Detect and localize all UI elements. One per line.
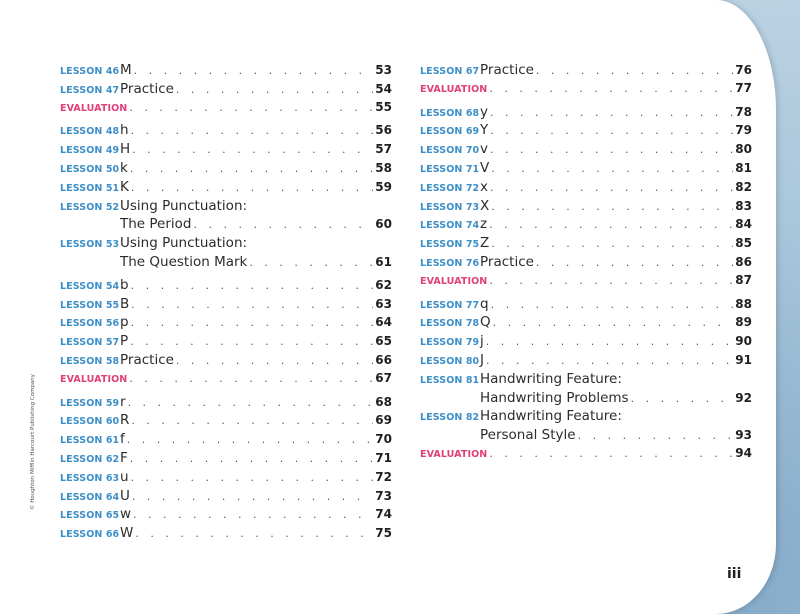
toc-entry <box>60 450 392 469</box>
lesson-label: LESSON 69 <box>420 126 480 138</box>
leader-dots <box>489 218 733 231</box>
toc-entry <box>60 122 392 141</box>
page-number: 72 <box>375 469 392 484</box>
lesson-title: U <box>120 487 130 504</box>
page-number: 61 <box>375 254 392 269</box>
toc-entry-continuation <box>420 390 752 409</box>
lesson-label: LESSON 68 <box>420 107 480 119</box>
lesson-label: LESSON 46 <box>60 66 120 77</box>
lesson-title: Practice <box>120 351 174 368</box>
toc-entry <box>420 333 752 352</box>
page-number: 68 <box>375 394 392 409</box>
leader-dots <box>130 162 373 175</box>
toc-entry <box>420 371 752 390</box>
lesson-label: LESSON 64 <box>60 491 120 503</box>
leader-dots <box>132 490 373 503</box>
page-number: 87 <box>735 272 752 287</box>
leader-dots <box>131 279 374 292</box>
leader-dots <box>631 392 734 405</box>
lesson-title: Using Punctuation: <box>120 235 248 252</box>
lesson-title: Practice <box>120 80 174 97</box>
lesson-label: LESSON 82 <box>420 412 480 424</box>
evaluation-label: EVALUATION <box>420 275 488 287</box>
toc-entry <box>420 314 752 333</box>
lesson-label: LESSON 61 <box>60 435 120 447</box>
toc-entry <box>60 488 392 507</box>
lesson-title: k <box>120 159 128 176</box>
lesson-title: y <box>480 103 488 120</box>
lesson-title: f <box>120 431 125 448</box>
leader-dots <box>194 218 374 231</box>
lesson-title: Handwriting Feature: <box>480 408 622 425</box>
leader-dots <box>490 124 733 137</box>
toc-entry <box>60 525 392 544</box>
leader-dots <box>131 316 374 329</box>
lesson-title: P <box>120 333 129 350</box>
leader-dots <box>536 256 733 269</box>
toc-entry <box>60 141 392 160</box>
lesson-label: LESSON 50 <box>60 163 120 175</box>
lesson-title-continued: The Period <box>120 216 192 233</box>
page-number: 73 <box>375 488 392 503</box>
toc-evaluation <box>60 100 392 119</box>
page-number: 55 <box>375 99 392 114</box>
toc-entry <box>420 408 752 427</box>
page-number: 76 <box>735 63 752 77</box>
leader-dots <box>249 256 373 269</box>
lesson-label: LESSON 79 <box>420 337 480 349</box>
leader-dots <box>486 335 734 348</box>
leader-dots <box>489 447 733 460</box>
leader-dots <box>176 83 373 96</box>
lesson-title: B <box>120 295 130 312</box>
page-number: 74 <box>375 507 392 522</box>
page-number: 57 <box>375 142 392 157</box>
toc-entry <box>420 216 752 235</box>
page-number: 65 <box>375 334 392 349</box>
page-number: 66 <box>375 352 392 367</box>
lesson-label: LESSON 72 <box>420 182 480 194</box>
toc-evaluation <box>420 81 752 100</box>
lesson-title: F <box>120 449 128 466</box>
lesson-title: Practice <box>480 253 534 270</box>
lesson-title: z <box>480 216 488 233</box>
copyright-notice: © Houghton Mifflin Harcourt Publishing Company <box>30 373 36 510</box>
lesson-label: LESSON 74 <box>420 220 480 232</box>
toc-entry <box>420 104 752 123</box>
lesson-title: Q <box>480 314 491 331</box>
lesson-title: b <box>120 276 129 293</box>
toc-evaluation <box>60 371 392 390</box>
toc-entry <box>60 412 392 431</box>
lesson-title: u <box>120 468 129 485</box>
lesson-label: LESSON 63 <box>60 472 120 484</box>
lesson-title: Y <box>480 122 489 139</box>
toc-evaluation <box>420 446 752 465</box>
toc-entry <box>60 431 392 450</box>
leader-dots <box>491 237 733 250</box>
lesson-title: V <box>480 159 490 176</box>
page-number: 53 <box>375 63 392 77</box>
lesson-label: LESSON 47 <box>60 84 120 96</box>
toc-entry <box>420 254 752 273</box>
page-number: 83 <box>735 198 752 213</box>
page-number: 56 <box>375 123 392 138</box>
lesson-label: LESSON 81 <box>420 374 480 386</box>
leader-dots <box>491 162 733 175</box>
toc-entry <box>420 62 752 81</box>
lesson-label: LESSON 56 <box>60 318 120 330</box>
leader-dots <box>130 452 374 465</box>
toc-entry <box>60 296 392 315</box>
lesson-label: LESSON 65 <box>60 510 120 522</box>
page-number: 71 <box>375 450 392 465</box>
toc-entry <box>60 352 392 371</box>
lesson-title: J <box>480 351 484 368</box>
page-number: 75 <box>375 526 392 541</box>
lesson-label: LESSON 52 <box>60 201 120 213</box>
leader-dots <box>176 354 373 367</box>
lesson-title: Using Punctuation: <box>120 197 248 214</box>
lesson-label: LESSON 55 <box>60 299 120 311</box>
toc-entry <box>60 81 392 100</box>
page-number: 88 <box>735 296 752 311</box>
leader-dots <box>493 316 734 329</box>
lesson-title: M <box>120 62 132 78</box>
lesson-label: LESSON 62 <box>60 453 120 465</box>
toc-entry <box>420 141 752 160</box>
leader-dots <box>127 433 374 446</box>
lesson-title: R <box>120 412 130 429</box>
lesson-label: LESSON 54 <box>60 280 120 292</box>
lesson-title: q <box>480 295 489 312</box>
lesson-title-continued: The Question Mark <box>120 253 248 270</box>
toc-entry <box>60 394 392 413</box>
leader-dots <box>486 354 733 367</box>
page-number: 67 <box>375 370 392 385</box>
page-number: 70 <box>375 432 392 447</box>
toc-entry <box>420 235 752 254</box>
lesson-label: LESSON 59 <box>60 397 120 409</box>
leader-dots <box>131 471 374 484</box>
leader-dots <box>536 64 733 77</box>
toc-column-right <box>420 62 752 465</box>
leader-dots <box>578 429 734 442</box>
lesson-label: LESSON 48 <box>60 126 120 138</box>
lesson-title: h <box>120 122 129 139</box>
lesson-title: j <box>480 333 484 350</box>
leader-dots <box>131 414 373 427</box>
leader-dots <box>490 181 733 194</box>
leader-dots <box>135 527 373 540</box>
lesson-title: x <box>480 178 488 195</box>
leader-dots <box>491 200 733 213</box>
toc-entry <box>60 314 392 333</box>
toc-entry-continuation <box>60 216 392 235</box>
lesson-label: LESSON 73 <box>420 201 480 213</box>
lesson-title: Handwriting Feature: <box>480 370 622 387</box>
page-number: 84 <box>735 217 752 232</box>
lesson-title: r <box>120 393 126 410</box>
page-number: 92 <box>735 390 752 405</box>
lesson-title: X <box>480 197 490 214</box>
page-number: 79 <box>735 123 752 138</box>
leader-dots <box>130 335 373 348</box>
page-number: 59 <box>375 179 392 194</box>
page-number: 81 <box>735 160 752 175</box>
toc-entry <box>420 296 752 315</box>
page-number: 89 <box>735 315 752 330</box>
page-number: 54 <box>375 81 392 96</box>
page-number: 91 <box>735 352 752 367</box>
lesson-label: LESSON 71 <box>420 163 480 175</box>
page-number: 90 <box>735 334 752 349</box>
lesson-title: W <box>120 525 134 542</box>
leader-dots <box>131 181 373 194</box>
lesson-label: LESSON 57 <box>60 337 120 349</box>
toc-entry-continuation <box>60 254 392 273</box>
lesson-label: LESSON 67 <box>420 66 480 77</box>
lesson-label: LESSON 58 <box>60 355 120 367</box>
leader-dots <box>131 298 373 311</box>
page-number: 60 <box>375 217 392 232</box>
leader-dots <box>490 143 733 156</box>
leader-dots <box>491 298 734 311</box>
lesson-label: LESSON 77 <box>420 299 480 311</box>
leader-dots <box>490 106 733 119</box>
page-number: 64 <box>375 315 392 330</box>
lesson-title: Z <box>480 235 490 252</box>
leader-dots <box>132 143 373 156</box>
toc-entry <box>420 122 752 141</box>
toc-evaluation <box>420 273 752 292</box>
lesson-label: LESSON 66 <box>60 529 120 541</box>
lesson-label: LESSON 76 <box>420 257 480 269</box>
page-number: 80 <box>735 142 752 157</box>
toc-entry <box>420 179 752 198</box>
lesson-label: LESSON 51 <box>60 182 120 194</box>
page-number: 63 <box>375 296 392 311</box>
lesson-title: H <box>120 141 131 158</box>
page-number: 93 <box>735 428 752 443</box>
page-number: 78 <box>735 104 752 119</box>
page-number: 69 <box>375 413 392 428</box>
toc-entry <box>60 160 392 179</box>
page-number: 82 <box>735 179 752 194</box>
toc-entry <box>420 160 752 179</box>
evaluation-label: EVALUATION <box>420 448 488 460</box>
toc-entry <box>60 277 392 296</box>
lesson-label: LESSON 70 <box>420 145 480 157</box>
toc-entry <box>60 179 392 198</box>
toc-entry <box>60 198 392 217</box>
lesson-label: LESSON 80 <box>420 355 480 367</box>
toc-entry <box>60 62 392 81</box>
lesson-title: v <box>480 141 488 158</box>
evaluation-label: EVALUATION <box>60 102 128 114</box>
toc-column-left <box>60 62 392 544</box>
lesson-title: w <box>120 506 132 523</box>
page-number: 86 <box>735 254 752 269</box>
lesson-title: p <box>120 314 129 331</box>
toc-entry <box>60 333 392 352</box>
lesson-label: LESSON 75 <box>420 239 480 251</box>
leader-dots <box>131 124 374 137</box>
lesson-label: LESSON 60 <box>60 416 120 428</box>
toc-entry-continuation <box>420 427 752 446</box>
toc-entry <box>60 469 392 488</box>
toc-entry <box>420 198 752 217</box>
lesson-label: LESSON 49 <box>60 145 120 157</box>
lesson-title: Practice <box>480 62 534 78</box>
lesson-title-continued: Handwriting Problems <box>480 389 629 406</box>
page-number-roman: iii <box>727 566 742 582</box>
lesson-label: LESSON 78 <box>420 318 480 330</box>
toc-entry <box>60 235 392 254</box>
lesson-label: LESSON 53 <box>60 239 120 251</box>
page-number: 94 <box>735 445 752 460</box>
page-number: 85 <box>735 236 752 251</box>
toc-entry <box>420 352 752 371</box>
leader-dots <box>489 274 733 287</box>
lesson-title-continued: Personal Style <box>480 427 576 444</box>
evaluation-label: EVALUATION <box>60 373 128 385</box>
leader-dots <box>134 64 374 77</box>
leader-dots <box>489 82 733 95</box>
leader-dots <box>129 101 373 114</box>
evaluation-label: EVALUATION <box>420 83 488 95</box>
toc-entry <box>60 506 392 525</box>
page-number: 62 <box>375 277 392 292</box>
leader-dots <box>129 372 373 385</box>
page-number: 58 <box>375 160 392 175</box>
lesson-title: K <box>120 178 129 195</box>
page-number: 77 <box>735 80 752 95</box>
leader-dots <box>128 396 374 409</box>
leader-dots <box>133 508 373 521</box>
